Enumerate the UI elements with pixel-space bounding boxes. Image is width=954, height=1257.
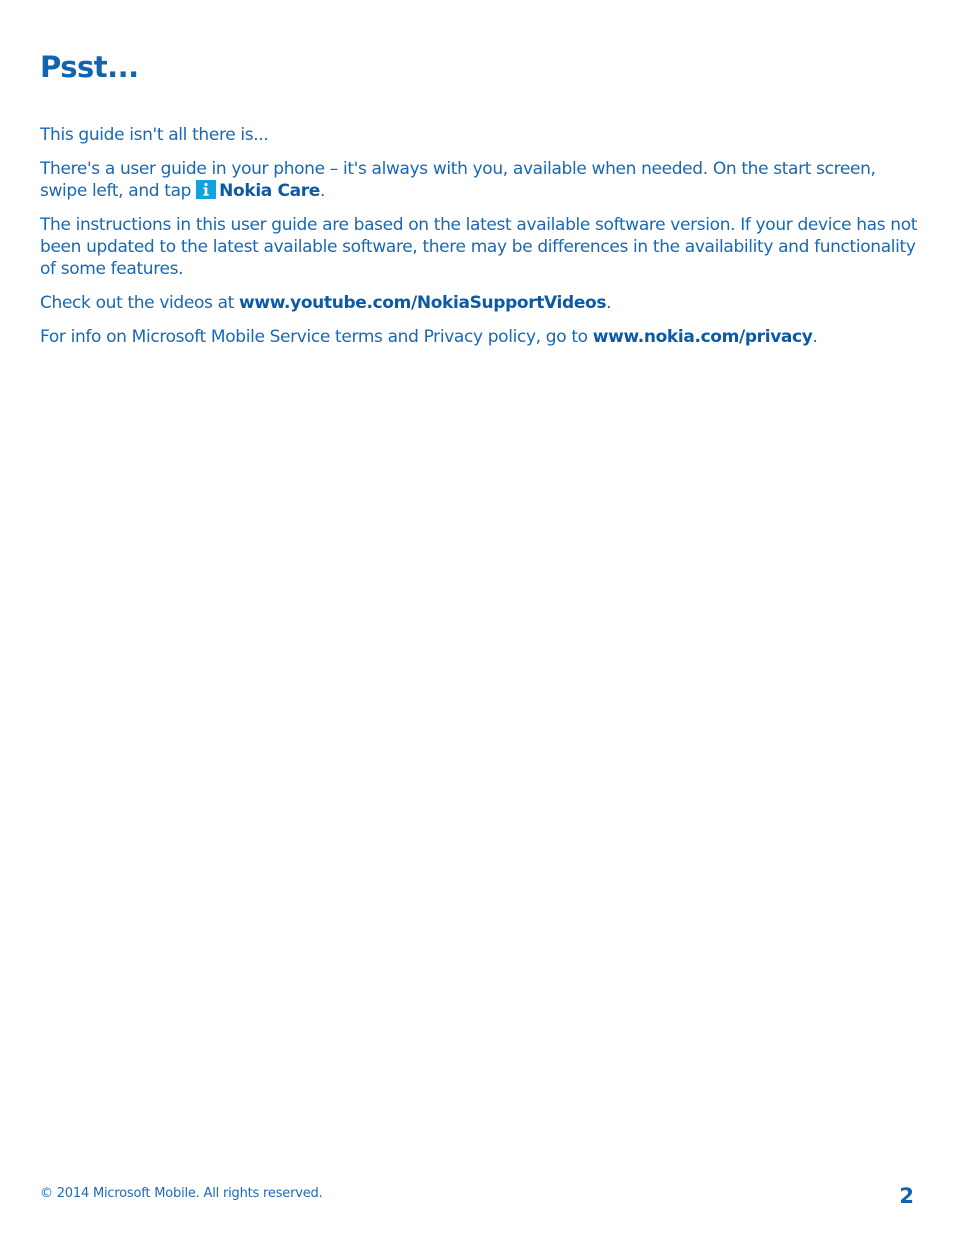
- videos-text: Check out the videos at: [40, 293, 240, 313]
- software-version-paragraph: The instructions in this user guide are based on the latest available software version. If your device has not been updated to the latest available software, there may be differences in the availability and functionality of some features.: [40, 215, 918, 279]
- main-content: [40, 124, 920, 360]
- page-number: 2: [899, 1184, 914, 1208]
- privacy-link[interactable]: www.nokia.com/privacy: [592, 327, 813, 347]
- info-icon: [196, 180, 216, 199]
- youtube-link[interactable]: www.youtube.com/NokiaSupportVideos: [239, 293, 607, 313]
- user-guide-paragraph: [40, 158, 920, 202]
- page-title: Psst...: [40, 50, 139, 84]
- privacy-paragraph: [40, 326, 920, 348]
- videos-period: .: [606, 293, 612, 313]
- privacy-period: .: [812, 327, 818, 347]
- privacy-text: For info on Microsoft Mobile Service terms and Privacy policy, go to: [40, 327, 593, 347]
- videos-paragraph: [40, 292, 920, 314]
- copyright-notice: © 2014 Microsoft Mobile. All rights reserved.: [40, 1186, 323, 1201]
- user-guide-period: .: [319, 181, 326, 201]
- intro-paragraph: This guide isn't all there is...: [40, 125, 269, 145]
- user-guide-text: There's a user guide in your phone – it's always with you, available when needed. On the start screen, swipe left, and tap: [40, 159, 876, 201]
- nokia-care-link[interactable]: Nokia Care: [219, 181, 320, 201]
